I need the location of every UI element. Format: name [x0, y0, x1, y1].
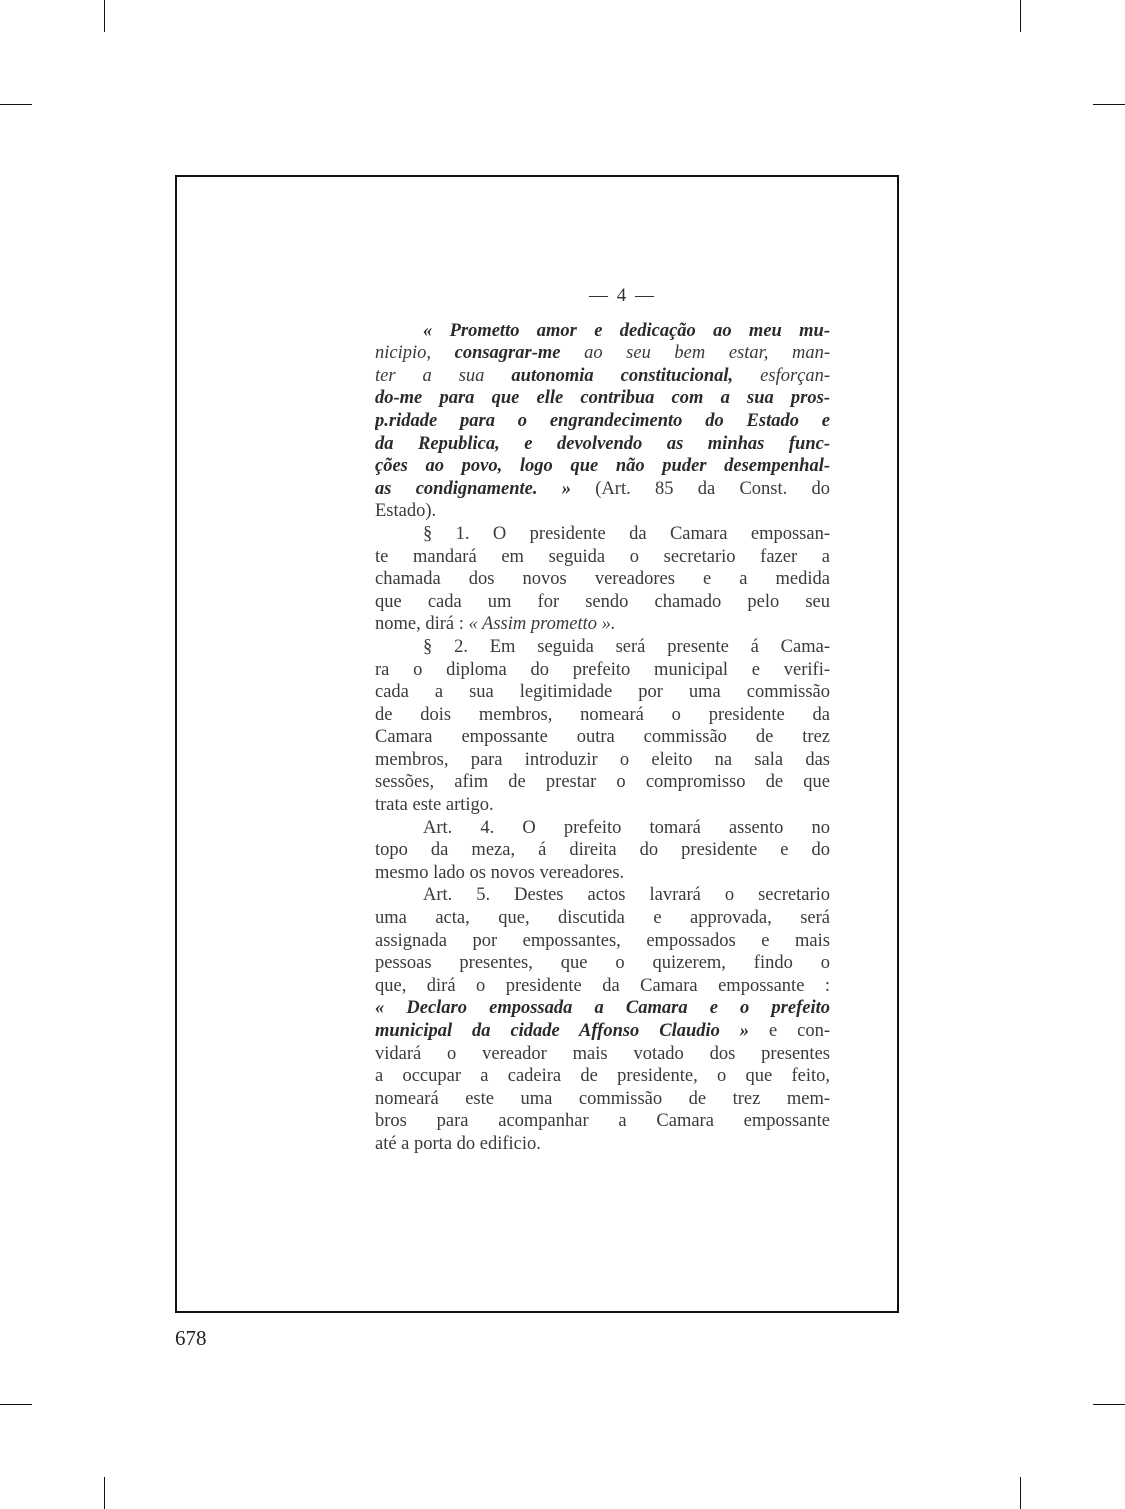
crop-mark-bottom-right-horizontal	[1093, 1404, 1125, 1405]
crop-mark-bottom-left-horizontal	[0, 1404, 32, 1405]
text-line: que, dirá o presidente da Camara empossante :	[375, 975, 830, 996]
crop-mark-top-left-horizontal	[0, 104, 32, 105]
crop-mark-bottom-left-vertical	[104, 1477, 105, 1509]
crop-mark-top-right-horizontal	[1093, 104, 1125, 105]
text-line: sessões, afim de prestar o compromisso de que	[375, 772, 830, 793]
text-line: ra o diploma do prefeito municipal e verifi-	[375, 659, 830, 680]
text-line: nome, dirá : « Assim prometto ».	[375, 614, 616, 635]
crop-mark-top-left-vertical	[104, 0, 105, 32]
text-line: Estado).	[375, 501, 437, 522]
text-line: de dois membros, nomeará o presidente da	[375, 704, 830, 725]
text-line: municipal da cidade Affonso Claudio » e con-	[375, 1021, 830, 1041]
text-line: « Declaro empossada a Camara e o prefeito	[375, 998, 830, 1019]
text-line: § 1. O presidente da Camara empossan-	[423, 523, 830, 544]
text-line: nicipio, consagrar-me ao seu bem estar, man-	[375, 343, 830, 364]
text-line: que cada um for sendo chamado pelo seu	[375, 591, 830, 612]
page-number: 678	[175, 1326, 207, 1350]
crop-mark-top-right-vertical	[1020, 0, 1021, 32]
text-line: membros, para introduzir o eleito na sala das	[375, 749, 830, 770]
text-line: ter a sua autonomia constitucional, esforçan-	[375, 365, 830, 386]
text-line: Art. 4. O prefeito tomará assento no	[423, 817, 830, 838]
scan-page-header: — 4 —	[589, 285, 656, 306]
text-line: Art. 5. Destes actos lavrará o secretario	[423, 885, 830, 906]
text-line: trata este artigo.	[375, 795, 494, 816]
text-line: chamada dos novos vereadores e a medida	[375, 569, 830, 590]
text-line: Camara empossante outra commissão de trez	[375, 727, 830, 748]
text-line: do-me para que elle contribua com a sua pros-	[375, 388, 830, 409]
scanned-page-frame	[175, 175, 899, 1313]
text-line: uma acta, que, discutida e approvada, será	[375, 908, 830, 929]
text-line: a occupar a cadeira de presidente, o que feito,	[375, 1066, 830, 1087]
text-line: bros para acompanhar a Camara empossante	[375, 1111, 830, 1132]
text-line: cada a sua legitimidade por uma commissão	[375, 682, 830, 703]
text-line: mesmo lado os novos vereadores.	[375, 862, 625, 883]
text-line: vidará o vereador mais votado dos presentes	[375, 1043, 830, 1064]
text-line: até a porta do edificio.	[375, 1133, 541, 1154]
text-line: da Republica, e devolvendo as minhas func-	[375, 433, 830, 454]
text-line: p.ridade para o engrandecimento do Estado e	[375, 410, 830, 431]
text-line: as condignamente. » (Art. 85 da Const. do	[375, 478, 830, 499]
text-line: « Prometto amor e dedicação ao meu mu-	[423, 320, 830, 341]
text-line: ções ao povo, logo que não puder desempenhal-	[375, 456, 830, 477]
text-line: assignada por empossantes, empossados e mais	[375, 930, 830, 951]
text-line: nomeará este uma commissão de trez mem-	[375, 1088, 830, 1109]
scanned-text-block	[375, 285, 830, 1156]
text-line: pessoas presentes, que o quizerem, findo o	[375, 953, 830, 974]
text-line: te mandará em seguida o secretario fazer a	[375, 546, 830, 567]
crop-mark-bottom-right-vertical	[1020, 1477, 1021, 1509]
text-line: topo da meza, á direita do presidente e do	[375, 840, 830, 861]
text-line: § 2. Em seguida será presente á Cama-	[423, 636, 830, 657]
